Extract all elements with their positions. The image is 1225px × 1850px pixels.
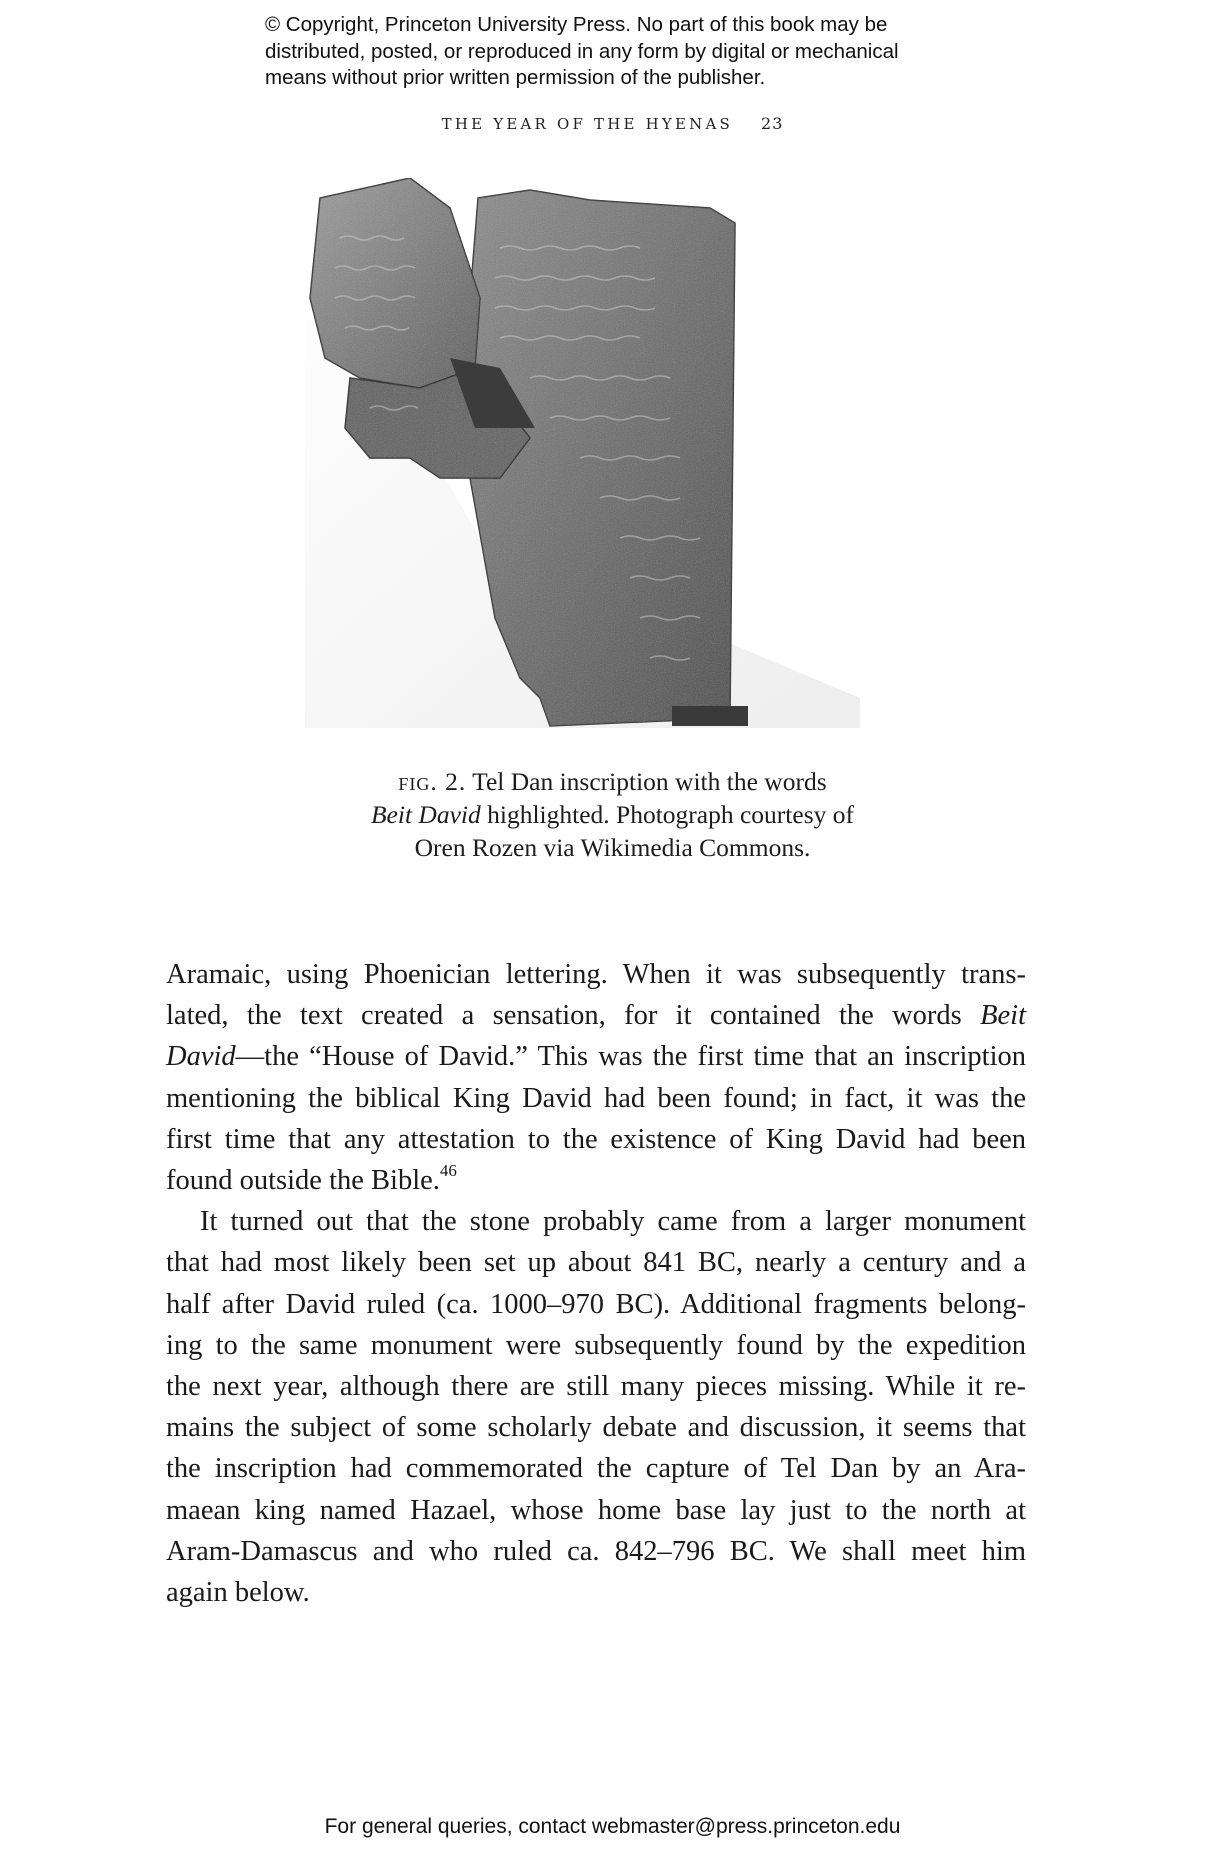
italic-text: David bbox=[166, 1041, 236, 1073]
text-span: found outside the Bible. bbox=[166, 1165, 440, 1197]
copyright-line: means without prior written permission of the publisher. bbox=[265, 66, 766, 89]
text-line bbox=[166, 995, 1026, 1036]
copyright-line: © Copyright, Princeton University Press. No part of this book may be bbox=[265, 13, 888, 36]
footer-contact: For general queries, contact webmaster@press.princeton.edu bbox=[324, 1815, 901, 1838]
text-line: Aram-Damascus and who ruled ca. 842–796 BC. We shall meet him bbox=[166, 1535, 1026, 1567]
text-line: first time that any attestation to the existence of King David had been bbox=[166, 1123, 1026, 1155]
caption-line bbox=[240, 765, 985, 798]
text-line: the inscription had commemorated the capture of Tel Dan by an Ara- bbox=[166, 1453, 1026, 1485]
caption-text: highlighted. Photograph courtesy of bbox=[480, 800, 854, 829]
caption-italic: Beit David bbox=[370, 800, 481, 829]
tel-dan-stele-photo bbox=[300, 178, 900, 748]
text-line: It turned out that the stone probably came from a larger monument bbox=[200, 1206, 1026, 1238]
italic-text: Beit bbox=[980, 1000, 1026, 1032]
running-head bbox=[0, 114, 1225, 133]
body-text bbox=[166, 954, 1026, 1613]
copyright-line: distributed, posted, or reproduced in any form by digital or mechanical bbox=[265, 39, 899, 63]
text-line bbox=[166, 1036, 1026, 1077]
text-line: that had most likely been set up about 841 BC, nearly a century and a bbox=[166, 1247, 1026, 1279]
text-line: half after David ruled (ca. 1000–970 BC). Additional fragments belong- bbox=[166, 1288, 1026, 1320]
caption-text: Tel Dan inscription with the words bbox=[466, 767, 827, 796]
text-span: lated, the text created a sensation, for it contained the words bbox=[166, 1000, 981, 1032]
text-span: —the “House of David.” This was the first time that an inscription bbox=[235, 1041, 1026, 1073]
running-title: THE YEAR OF THE HYENAS bbox=[441, 115, 734, 133]
text-line: maean king named Hazael, whose home base lay just to the north at bbox=[166, 1494, 1026, 1526]
text-line: Aramaic, using Phoenician lettering. When it was subsequently trans- bbox=[166, 959, 1026, 990]
footnote-ref: 46 bbox=[439, 1161, 457, 1181]
text-line: ing to the same monument were subsequently found by the expedition bbox=[166, 1329, 1026, 1361]
caption-line bbox=[240, 798, 985, 831]
stele-image bbox=[300, 178, 900, 748]
page-number: 23 bbox=[761, 114, 784, 133]
text-line: mentioning the biblical King David had been found; in fact, it was the bbox=[166, 1082, 1026, 1114]
caption-line: Oren Rozen via Wikimedia Commons. bbox=[414, 833, 811, 862]
text-line: again below. bbox=[166, 1577, 310, 1609]
text-line: the next year, although there are still many pieces missing. While it re- bbox=[166, 1371, 1026, 1403]
text-line: mains the subject of some scholarly debate and discussion, it seems that bbox=[166, 1412, 1026, 1444]
figure-caption bbox=[240, 765, 985, 864]
figure-label: fig. 2. bbox=[398, 767, 467, 796]
copyright-notice bbox=[265, 12, 1025, 92]
text-line bbox=[166, 1160, 1026, 1201]
